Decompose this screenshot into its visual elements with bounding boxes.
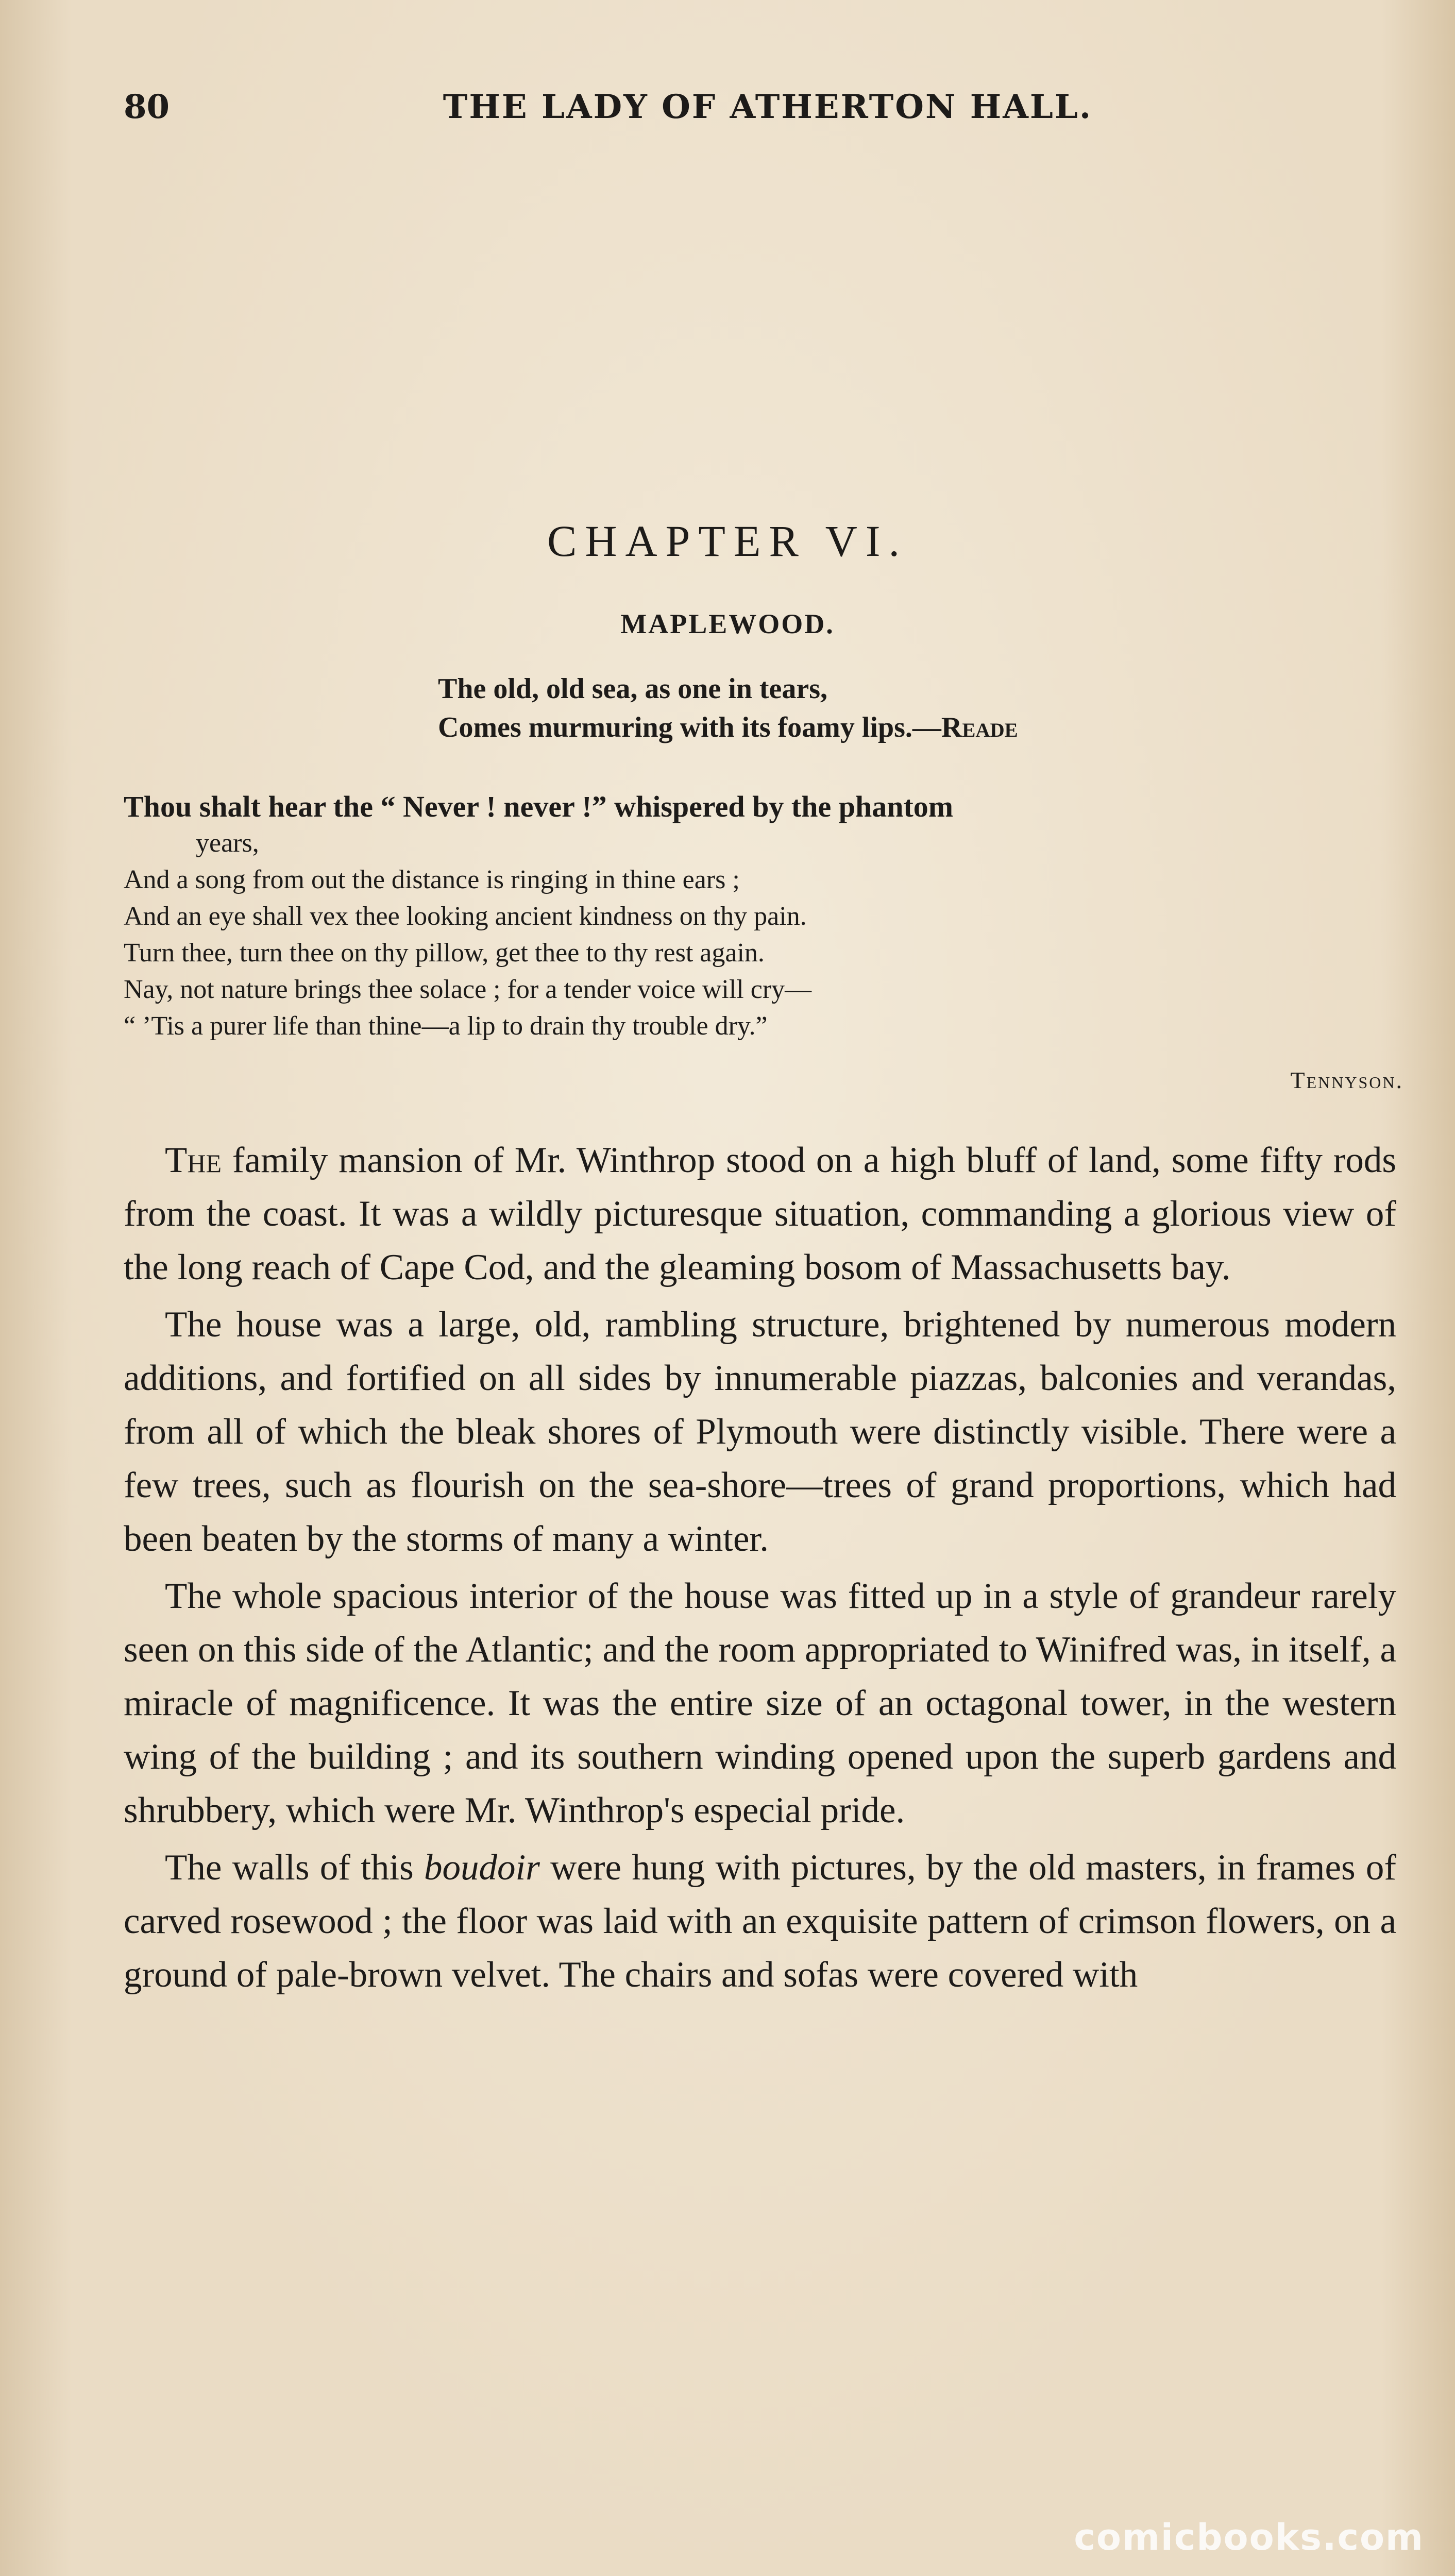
chapter-title: CHAPTER VI. [547, 516, 908, 566]
running-head [124, 88, 1412, 144]
emphasis: boudoir [424, 1848, 540, 1888]
paragraph-text: The walls of this [165, 1848, 425, 1888]
poem-line: “ ’Tis a purer life than thine—a lip to drain thy trouble dry.” [124, 1011, 768, 1041]
epigraph-line: The old, old sea, as one in tears, [438, 673, 828, 705]
paragraph-lead: The [165, 1140, 222, 1180]
paragraph-text: family mansion of Mr. Winthrop stood on a high bluff of land, some fifty rods from the coast. It was a wildly picturesque situation, commanding a glorious view of the long reach of Cape Cod, and the gleaming bosom of Massachusetts bay. [124, 1140, 1396, 1287]
poem-line: And a song from out the distance is ringing in thine ears ; [124, 865, 740, 894]
poem-attribution: Tennyson. [1290, 1067, 1403, 1093]
watermark: comicbooks.com [1074, 2516, 1424, 2558]
paragraph-text: were hung with pictures, by the old masters, in frames of carved rosewood ; the floor was laid with an exquisite pattern of crimson flowers, on a ground of pale-brown velvet. The chairs and sofas were covered with [124, 1848, 1397, 1995]
poem-quote [124, 788, 1412, 1044]
poem-line: Thou shalt hear the “ Never ! never !” whispered by the phantom [124, 790, 954, 823]
paragraph [124, 1841, 1396, 2002]
poem-line: years, [196, 828, 259, 858]
poem-line: Turn thee, turn thee on thy pillow, get thee to thy rest again. [124, 938, 765, 968]
epigraph-line [438, 708, 1314, 747]
chapter-subtitle: MAPLEWOOD. [620, 608, 835, 639]
paragraph: The whole spacious interior of the house was fitted up in a style of grandeur rarely seen on this side of the Atlantic; and the room appropriated to Winifred was, in itself, a miracle of magnificence. It was the entire size of an octagonal tower, in the western wing of the building ; and its southern winding opened upon the superb gardens and shrubbery, which were Mr. Winthrop's especial pride. [124, 1576, 1396, 1831]
paragraph [124, 1133, 1396, 1294]
body-text [124, 1133, 1396, 2005]
epigraph-attribution: Reade [941, 711, 1018, 743]
epigraph-line-text: Comes murmuring with its foamy lips.— [438, 711, 941, 743]
book-title: THE LADY OF ATHERTON HALL. [443, 88, 1093, 126]
poem-line: Nay, not nature brings thee solace ; for a tender voice will cry— [124, 975, 812, 1004]
page-number: 80 [124, 88, 170, 126]
poem-line: And an eye shall vex thee looking ancient kindness on thy pain. [124, 902, 807, 931]
epigraph [438, 670, 1314, 747]
paragraph: The house was a large, old, rambling structure, brightened by numerous modern additions, and fortified on all sides by innumerable piazzas, balconies and verandas, from all of which the bleak shores of Plymouth were distinctly visible. There were a few trees, such as flourish on the sea-shore—trees of grand proportions, which had been beaten by the storms of many a winter. [124, 1304, 1396, 1559]
